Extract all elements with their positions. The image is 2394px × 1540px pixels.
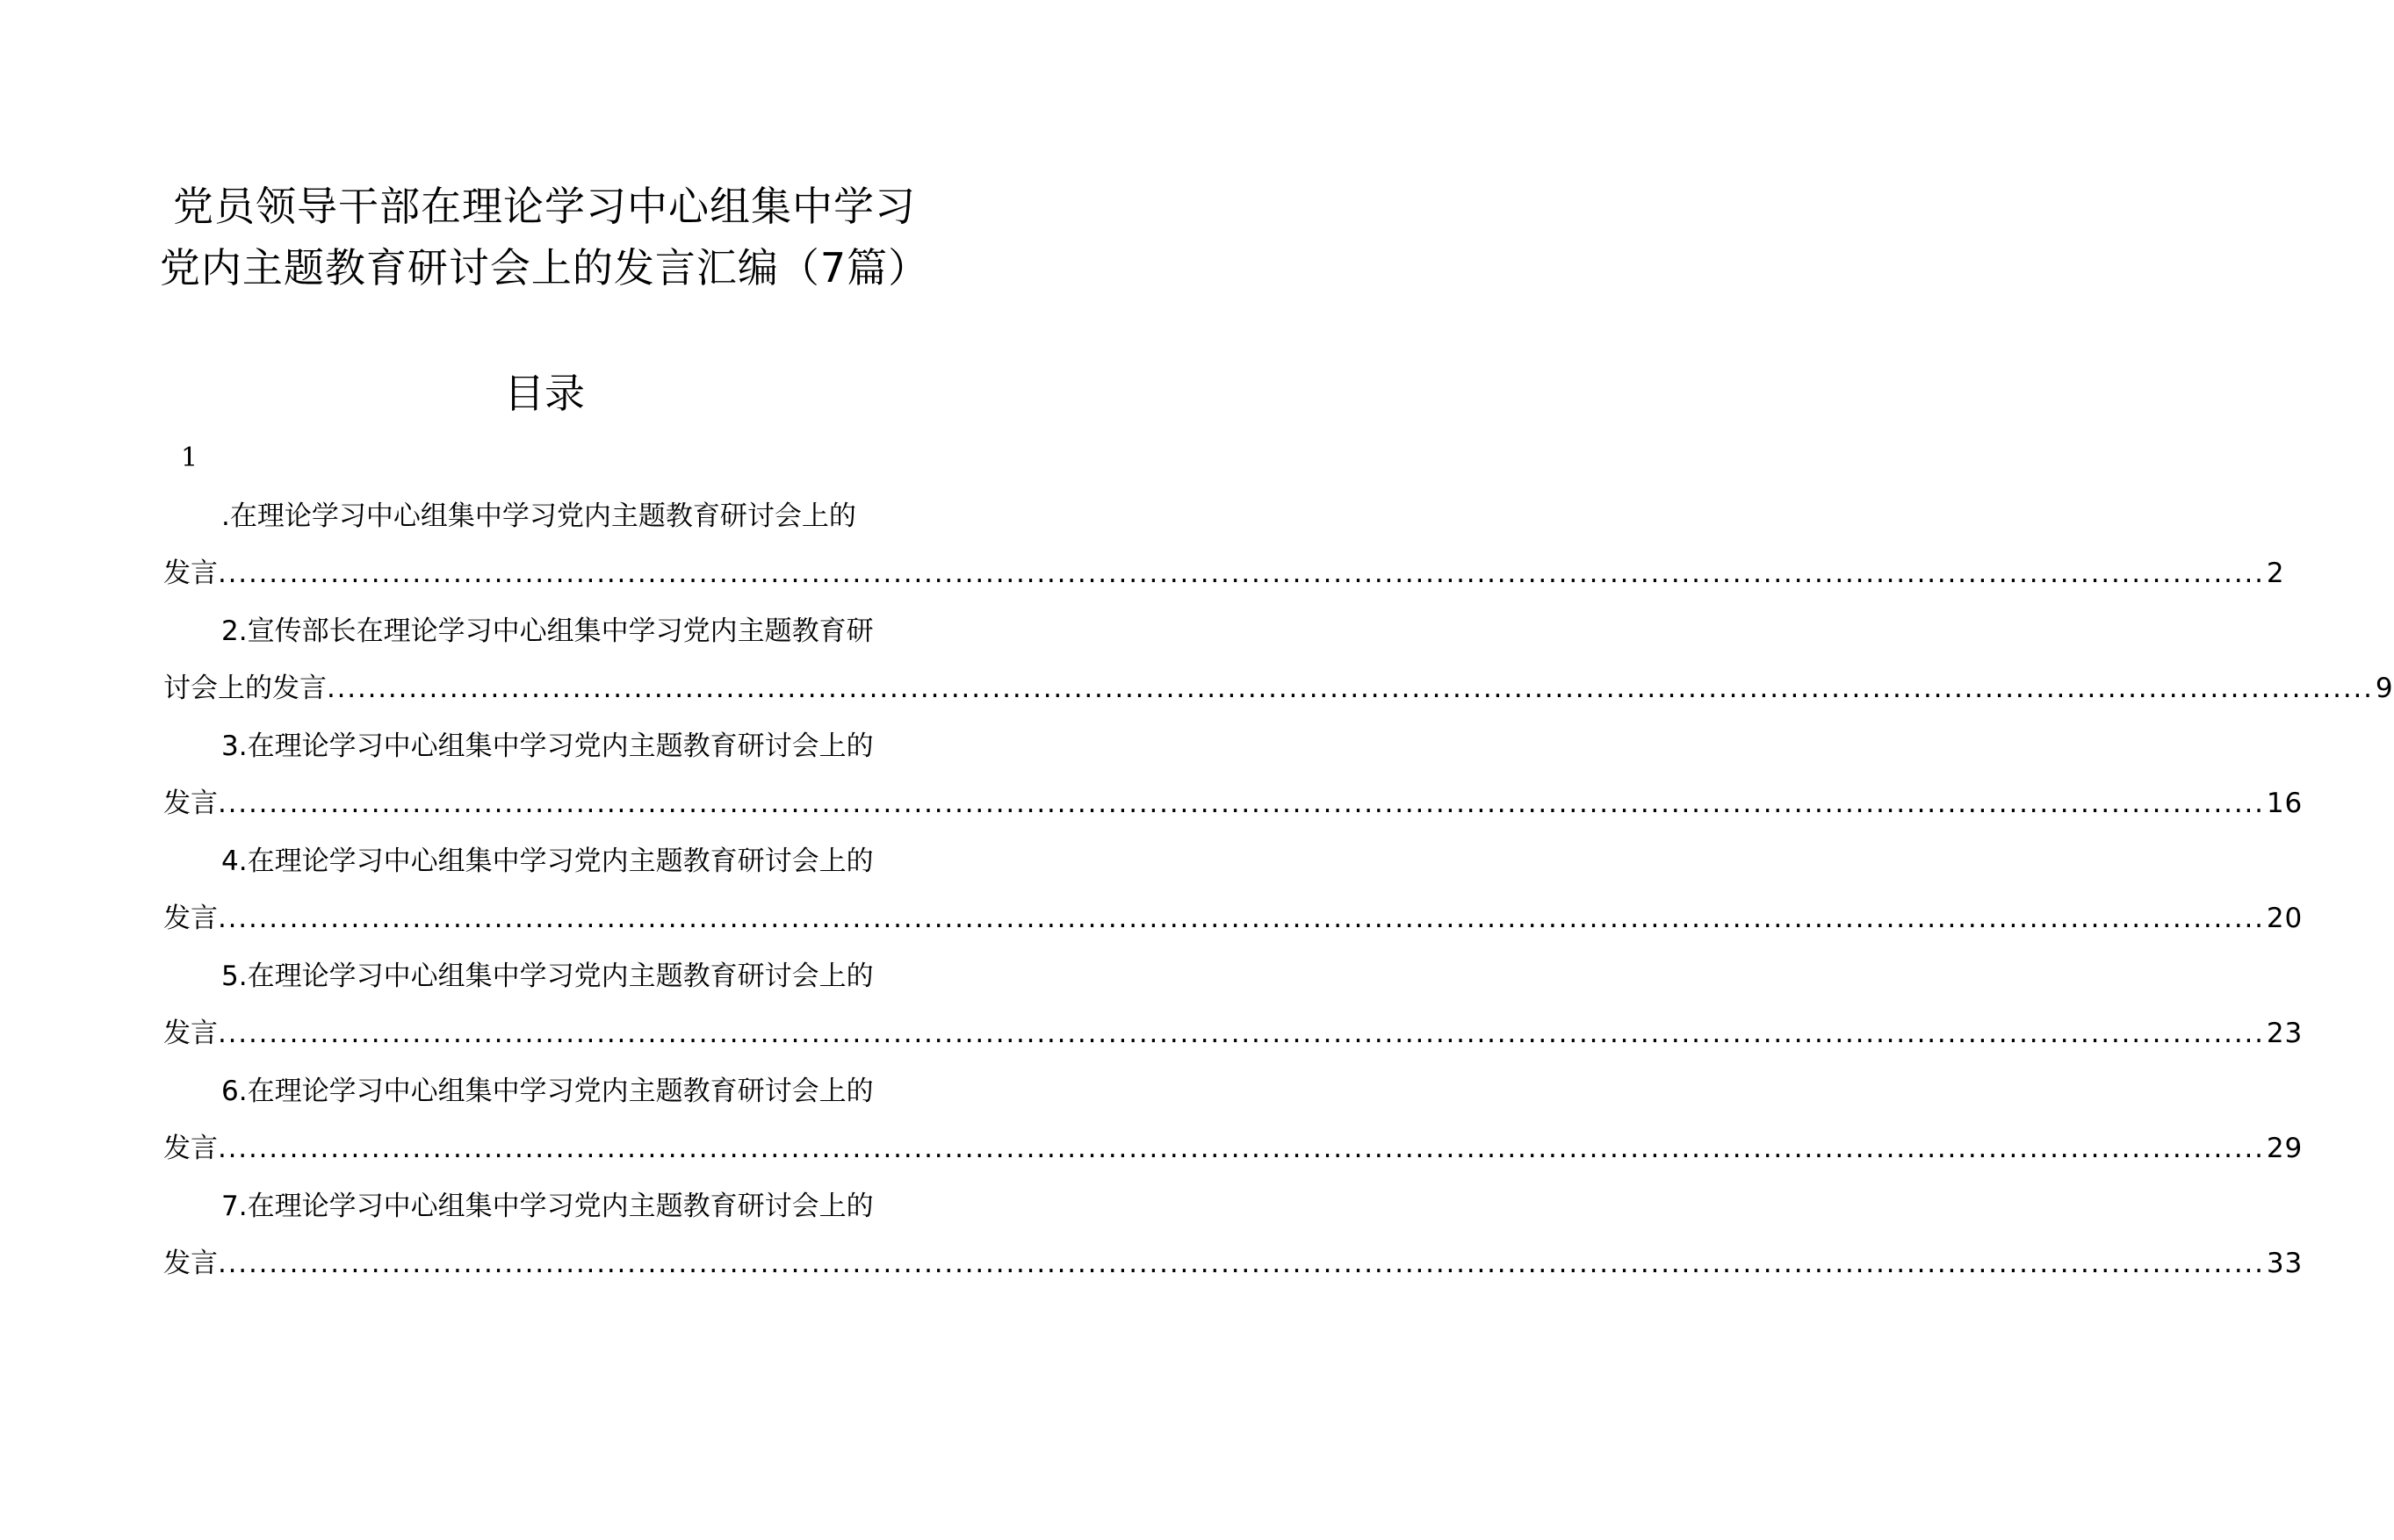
toc-entry[interactable]: [163, 833, 2304, 948]
toc-entry-title-continuation: 讨会上的发言: [163, 673, 327, 704]
toc-entry-title: 3.在理论学习中心组集中学习党内主题教育研讨会上的: [221, 730, 874, 762]
document-title: [0, 176, 1089, 299]
toc-entry[interactable]: [163, 1178, 2304, 1293]
dot-leader: ........................................................................................................................................................................................................: [218, 788, 2265, 819]
toc-entry-title-continuation: 发言: [163, 1248, 218, 1279]
toc-entry-title-continuation: 发言: [163, 1133, 218, 1164]
toc-entry[interactable]: [163, 488, 2285, 603]
toc-entry[interactable]: [163, 948, 2304, 1063]
toc-entry-title-continuation: 发言: [163, 1018, 218, 1049]
toc-entry[interactable]: [163, 718, 2304, 833]
document-title-line-2: 党内主题教育研讨会上的发言汇编（7篇）: [159, 244, 930, 291]
toc-page-number: 2: [2266, 558, 2285, 589]
toc-page-number: 16: [2266, 788, 2304, 819]
toc-heading: 目录: [504, 370, 585, 417]
toc-entry-title-continuation: 发言: [163, 558, 218, 589]
toc-entry-title: 6.在理论学习中心组集中学习党内主题教育研讨会上的: [221, 1076, 874, 1107]
dot-leader: ........................................................................................................................................................................................................: [218, 1133, 2265, 1164]
toc-entry-title: 2.宣传部长在理论学习中心组集中学习党内主题教育研: [221, 615, 874, 647]
dot-leader: ........................................................................................................................................................................................................: [218, 1018, 2265, 1049]
stray-list-number: 1: [181, 443, 198, 473]
table-of-contents: [163, 488, 2394, 1293]
toc-page-number: 33: [2266, 1248, 2304, 1279]
toc-entry-title-continuation: 发言: [163, 903, 218, 934]
toc-entry[interactable]: [163, 1063, 2304, 1178]
toc-page-number: 20: [2266, 903, 2304, 934]
toc-entry-title: 7.在理论学习中心组集中学习党内主题教育研讨会上的: [221, 1191, 874, 1222]
toc-entry-title: 4.在理论学习中心组集中学习党内主题教育研讨会上的: [221, 846, 874, 877]
dot-leader: ........................................................................................................................................................................................................: [327, 673, 2374, 704]
dot-leader: ........................................................................................................................................................................................................: [218, 903, 2265, 934]
toc-page-number: 23: [2266, 1018, 2304, 1049]
toc-entry-title-continuation: 发言: [163, 788, 218, 819]
toc-page-number: 9: [2375, 673, 2394, 704]
toc-page-number: 29: [2266, 1133, 2304, 1164]
dot-leader: ........................................................................................................................................................................................................: [218, 1248, 2265, 1279]
toc-entry-title: 5.在理论学习中心组集中学习党内主题教育研讨会上的: [221, 961, 874, 992]
dot-leader: ........................................................................................................................................................................................................: [218, 558, 2265, 589]
toc-entry-title: .在理论学习中心组集中学习党内主题教育研讨会上的: [221, 500, 856, 532]
document-title-line-1: 党员领导干部在理论学习中心组集中学习: [173, 183, 916, 230]
toc-entry[interactable]: [163, 603, 2394, 718]
